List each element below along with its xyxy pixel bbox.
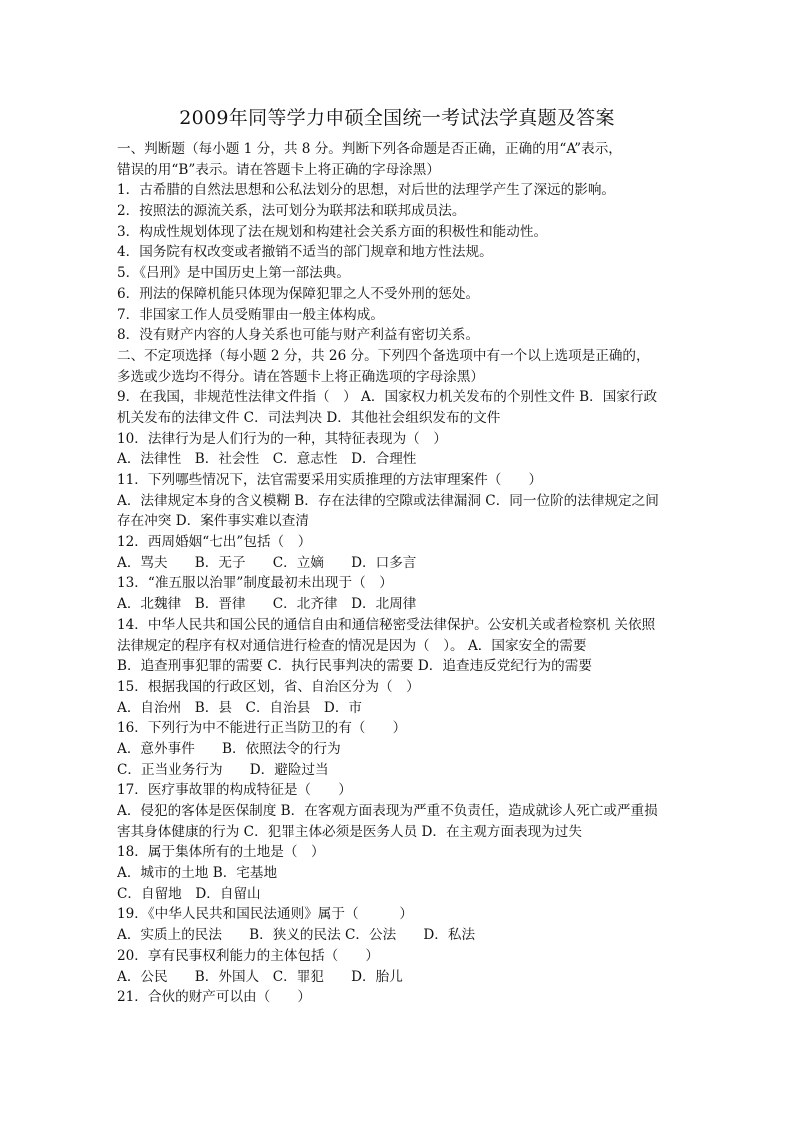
text-line: 机关发布的法律文件 C．司法判决 D．其他社会组织发布的文件 xyxy=(117,409,501,426)
text-line: 15．根据我国的行政区划，省、自治区分为（ ） xyxy=(117,678,420,695)
text-line: 6．刑法的保障机能只体现为保障犯罪之人不受外刑的惩处。 xyxy=(117,285,480,302)
text-line: 12．西周婚姻“七出”包括（ ） xyxy=(117,534,312,551)
text-line: A．自治州 B．县 C．自治县 D．市 xyxy=(117,699,363,716)
document-title: 2009年同等学力申硕全国统一考试法学真题及答案 xyxy=(179,107,615,129)
text-line: 害其身体健康的行为 C．犯罪主体必须是医务人员 D．在主观方面表现为过失 xyxy=(117,823,582,840)
text-line: A．法律性 B．社会性 C．意志性 D．合理性 xyxy=(117,451,417,468)
text-line: A．实质上的民法 B．狭义的民法 C．公法 D．私法 xyxy=(117,927,476,944)
text-line: 13．“准五服以治罪”制度最初未出现于（ ） xyxy=(117,575,393,592)
text-line: A．意外事件 B．依照法令的行为 xyxy=(117,740,341,757)
text-line: 多选或少选均不得分。请在答题卡上将正确选项的字母涂黑） xyxy=(117,368,485,385)
text-line: C．正当业务行为 D．避险过当 xyxy=(117,761,329,778)
text-line: 7．非国家工作人员受贿罪由一般主体构成。 xyxy=(117,306,384,323)
document-body xyxy=(117,139,679,1008)
text-line: A．骂夫 B．无子 C．立嫡 D．口多言 xyxy=(117,554,417,571)
text-line: 17．医疗事故罪的构成特征是（ ） xyxy=(117,782,352,799)
text-line: 18．属于集体所有的土地是（ ） xyxy=(117,844,325,861)
text-line: 存在冲突 D．案件事实难以查清 xyxy=(117,513,309,530)
text-line: A．城市的土地 B．宅基地 xyxy=(117,865,278,882)
text-line: 11．下列哪些情况下，法官需要采用实质推理的方法审理案件（ ） xyxy=(117,472,543,488)
text-line: 3．构成性规划体现了法在规划和构建社会关系方面的积极性和能动性。 xyxy=(117,223,548,240)
text-line: 9．在我国，非规范性法律文件指（ ） A．国家权力机关发布的个别性文件 B．国家行政 xyxy=(117,389,658,406)
text-line: 16．下列行为中不能进行正当防卫的有（ ） xyxy=(117,720,407,737)
text-line: A．公民 B．外国人 C．罪犯 D．胎儿 xyxy=(117,968,403,985)
text-line: 错误的用“B”表示。请在答题卡上将正确的字母涂黑） xyxy=(117,161,440,178)
text-line: 8．没有财产内容的人身关系也可能与财产利益有密切关系。 xyxy=(117,327,480,344)
text-line: 19．《中华人民共和国民法通则》属于（ ） xyxy=(117,906,413,923)
text-line: A．北魏律 B．晋律 C．北齐律 D．北周律 xyxy=(117,596,417,613)
text-line: A．侵犯的客体是医保制度 B．在客观方面表现为严重不负责任，造成就诊人死亡或严重损 xyxy=(117,803,658,819)
text-line: 10．法律行为是人们行为的一种，其特征表现为（ ） xyxy=(117,430,447,447)
text-line: C．自留地 D．自留山 xyxy=(117,885,261,902)
text-line: 二、不定项选择（每小题 2 分，共 26 分。下列四个备选项中有一个以上选项是正确的， xyxy=(117,347,650,364)
text-line: 21．合伙的财产可以由（ ） xyxy=(117,989,312,1006)
text-line: 4．国务院有权改变或者撤销不适当的部门规章和地方性法规。 xyxy=(117,244,493,261)
text-line: 20．享有民事权利能力的主体包括（ ） xyxy=(117,947,379,964)
text-line: 2．按照法的源流关系，法可划分为联邦法和联邦成员法。 xyxy=(117,203,466,220)
text-line: 5．《吕刑》是中国历史上第一部法典。 xyxy=(117,265,350,282)
text-line: B．追查刑事犯罪的需要 C．执行民事判决的需要 D．追查违反党纪行为的需要 xyxy=(117,658,592,675)
text-line: 14．中华人民共和国公民的通信自由和通信秘密受法律保护。公安机关或者检察机 关依照 xyxy=(117,616,656,633)
text-line: 一、判断题（每小题 1 分，共 8 分。判断下列各命题是否正确，正确的用“A”表示， xyxy=(117,141,622,157)
text-line: 1．古希腊的自然法思想和公私法划分的思想，对后世的法理学产生了深远的影响。 xyxy=(117,182,616,199)
text-line: A．法律规定本身的含义模糊 B．存在法律的空隙或法律漏洞 C．同一位阶的法律规定之间 xyxy=(117,492,659,509)
text-line: 法律规定的程序有权对通信进行检查的情况是因为（ ）。 A．国家安全的需要 xyxy=(117,637,587,654)
